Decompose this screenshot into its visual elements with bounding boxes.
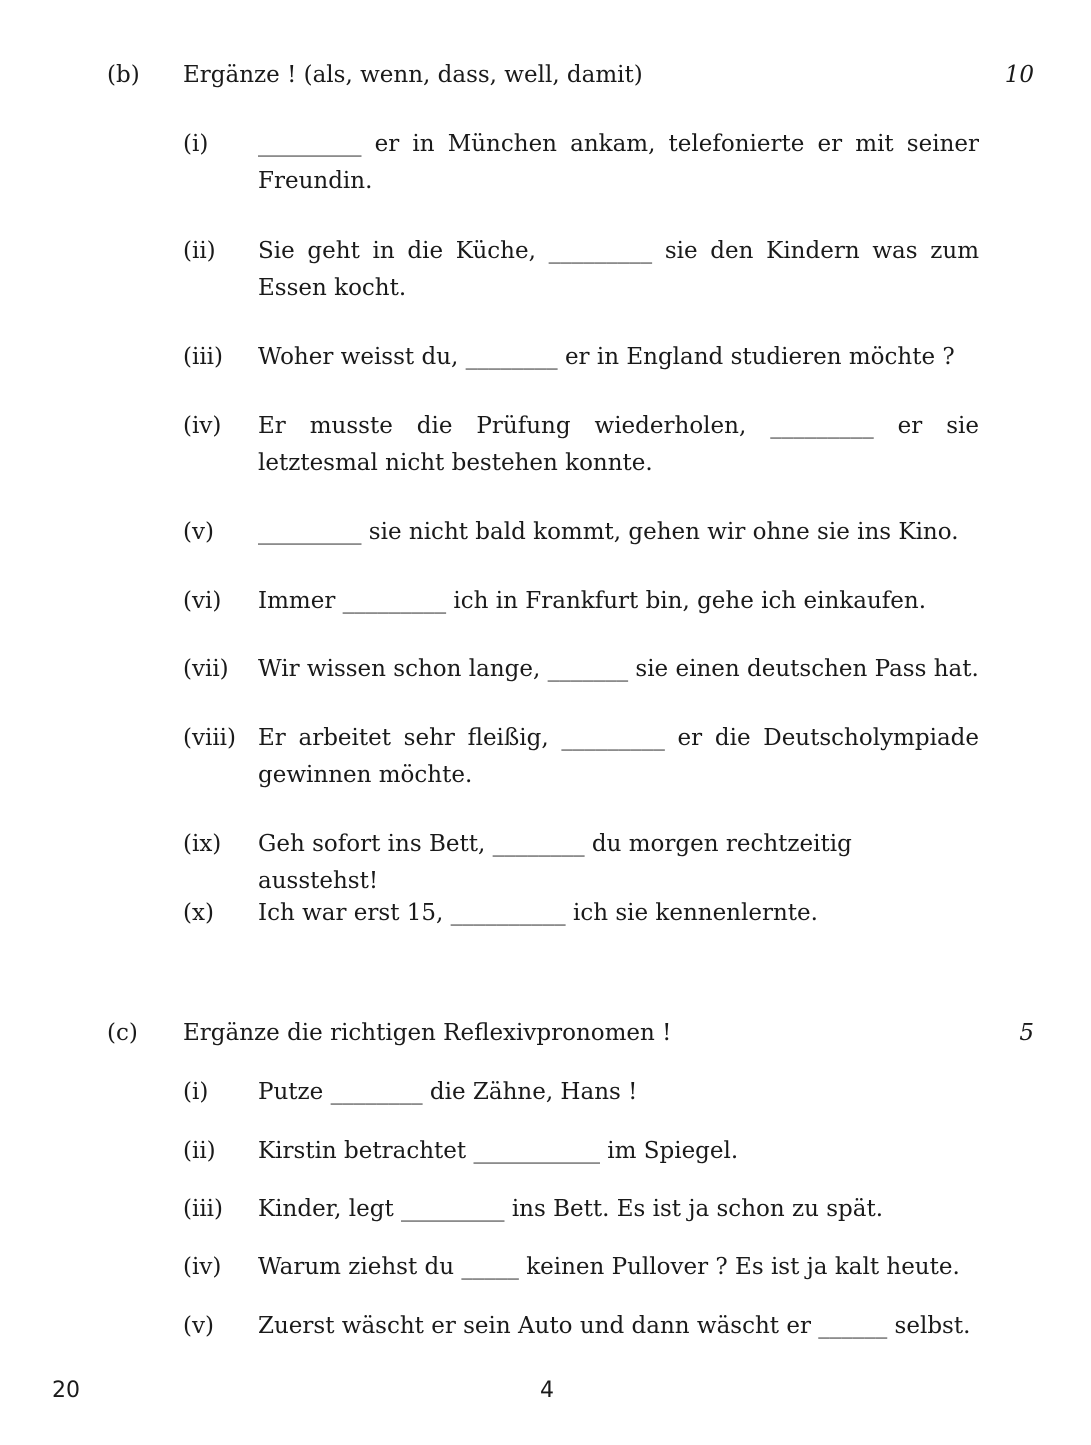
page-number: 4 <box>540 1378 554 1403</box>
item-text: Kinder, legt _________ ins Bett. Es ist ja schon zu spät. <box>258 1196 884 1222</box>
item-number: (ix) <box>183 831 222 857</box>
item-text: Sie geht in die Küche, _________ sie den Kindern was zum Essen kocht. <box>258 238 979 301</box>
item-text: Kirstin betrachtet ___________ im Spiegel. <box>258 1138 739 1164</box>
item-number: (ii) <box>183 238 216 264</box>
item-number: (iv) <box>183 1254 222 1280</box>
item-text: _________ sie nicht bald kommt, gehen wir ohne sie ins Kino. <box>258 519 959 545</box>
item-number: (iii) <box>183 344 224 370</box>
item-number: (i) <box>183 131 209 157</box>
item-number: (iv) <box>183 413 222 439</box>
item-text: Immer _________ ich in Frankfurt bin, gehe ich einkaufen. <box>258 588 926 614</box>
item-text: Putze ________ die Zähne, Hans ! <box>258 1079 638 1105</box>
item-text: Woher weisst du, ________ er in England studieren möchte ? <box>258 344 955 370</box>
item-text: Er arbeitet sehr fleißig, _________ er die Deutscholympiade gewinnen möchte. <box>258 725 979 788</box>
item-text: Wir wissen schon lange, _______ sie einen deutschen Pass hat. <box>258 656 979 682</box>
item-number: (v) <box>183 1313 214 1339</box>
section-c-title: Ergänze die richtigen Reflexivpronomen ! <box>183 1020 672 1046</box>
item-number: (vii) <box>183 656 229 682</box>
item-text: Geh sofort ins Bett, ________ du morgen rechtzeitig ausstehst! <box>258 831 852 894</box>
item-number: (viii) <box>183 725 237 751</box>
section-b-marks: 10 <box>1004 62 1034 88</box>
item-text: Er musste die Prüfung wiederholen, _________ er sie letztesmal nicht bestehen konnte. <box>258 413 979 476</box>
item-number: (ii) <box>183 1138 216 1164</box>
item-text: Ich war erst 15, __________ ich sie kennenlernte. <box>258 900 818 926</box>
item-number: (x) <box>183 900 214 926</box>
paper-code: 20 <box>52 1378 80 1403</box>
section-b-label: (b) <box>107 62 140 88</box>
item-number: (i) <box>183 1079 209 1105</box>
section-c-marks: 5 <box>1019 1020 1034 1046</box>
section-b-title: Ergänze ! (als, wenn, dass, well, damit) <box>183 62 643 88</box>
item-number: (v) <box>183 519 214 545</box>
item-text: _________ er in München ankam, telefonierte er mit seiner Freundin. <box>258 131 979 194</box>
item-number: (vi) <box>183 588 222 614</box>
item-text: Zuerst wäscht er sein Auto und dann wäscht er ______ selbst. <box>258 1313 971 1339</box>
item-number: (iii) <box>183 1196 224 1222</box>
item-text: Warum ziehst du _____ keinen Pullover ? Es ist ja kalt heute. <box>258 1254 960 1280</box>
section-c-label: (c) <box>107 1020 138 1046</box>
